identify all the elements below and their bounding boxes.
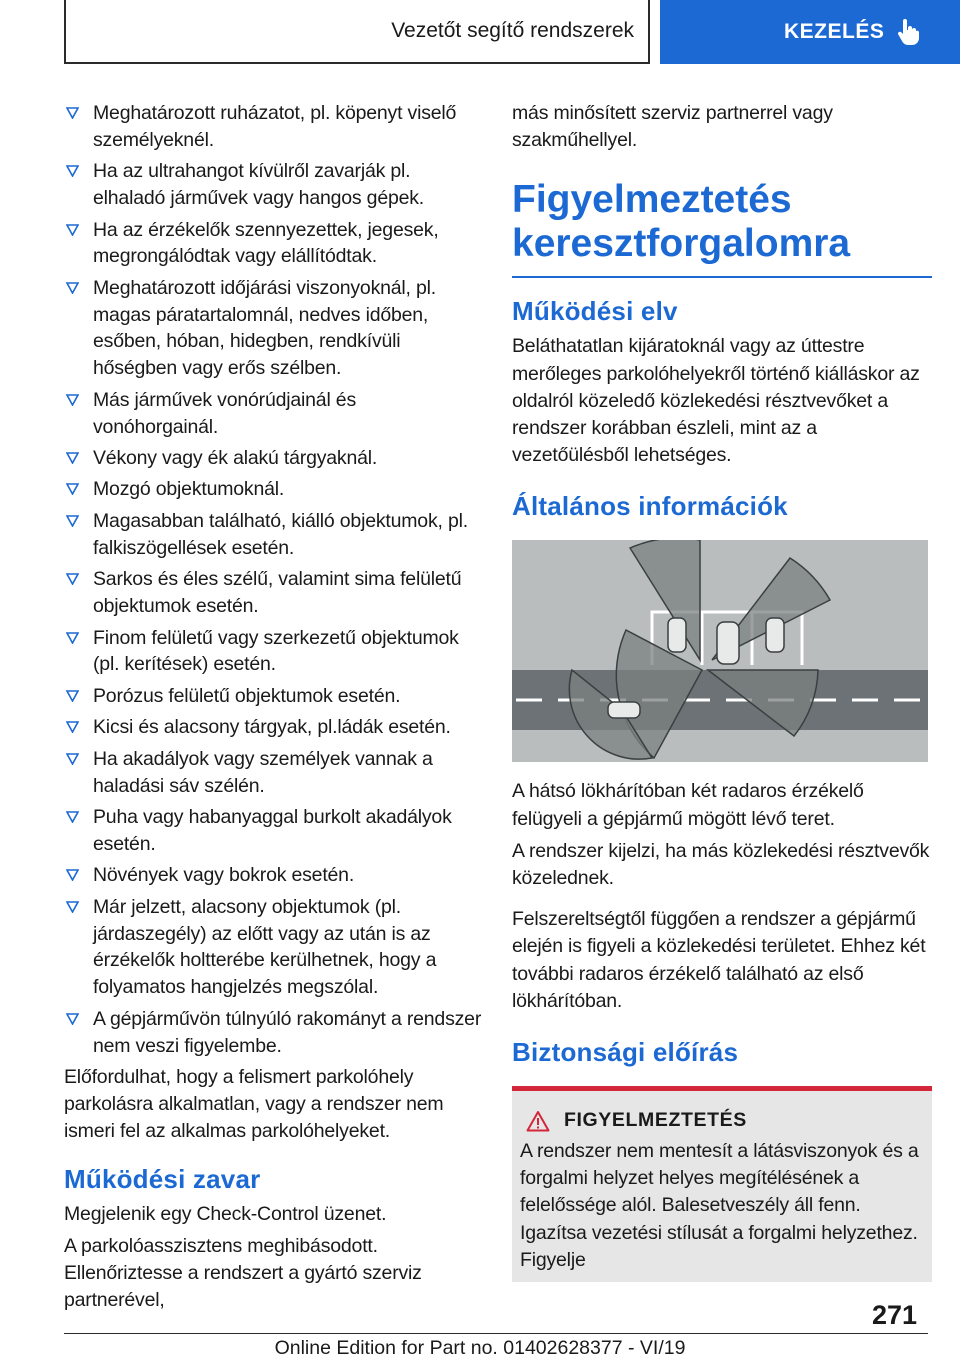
triangle-bullet-icon	[66, 901, 79, 913]
header-chapter-label: KEZELÉS	[784, 20, 885, 43]
triangle-bullet-icon	[66, 1013, 79, 1025]
list-item: Már jelzett, alacsony objektumok (pl. járdaszegély) az előtt vagy az után is az érzékelők holtterébe kerülhetnek, hogy a folyamatos hangjelzés megszólal.	[64, 894, 484, 1001]
list-item: Mozgó objektumoknál.	[64, 476, 484, 503]
parking-space-note: Előfordulhat, hogy a felismert parkolóhely parkolásra alkalmatlan, vagy a rendszer nem ismeri fel az alkalmas parkolóhelyeket.	[64, 1065, 444, 1143]
left-column	[64, 100, 484, 1319]
triangle-bullet-icon	[66, 452, 79, 464]
list-item: Más járművek vonórúdjainál és vonóhorgainál.	[64, 387, 484, 441]
header-chapter-tab[interactable]	[660, 0, 960, 64]
general-text-3: Felszereltségtől függően a rendszer a gépjármű elején is figyeli a közlekedési területet. Ehhez két további radaros érzékelő található az első lökhárítóban.	[512, 908, 926, 1012]
list-item: Növények vagy bokrok esetén.	[64, 862, 484, 889]
list-item: Finom felületű vagy szerkezetű objektumok (pl. kerítések) esetén.	[64, 625, 484, 679]
warning-title: FIGYELMEZTETÉS	[564, 1109, 747, 1132]
triangle-bullet-icon	[66, 165, 79, 177]
triangle-bullet-icon	[66, 632, 79, 644]
principle-text: Beláthatatlan kijáratoknál vagy az úttestre merőleges parkolóhelyekről történő kiálláskor az oldalról közeledő közlekedési résztvevőket a rendszer korábban észleli, mint az a vezetőülésből lehetséges.	[512, 335, 920, 467]
triangle-bullet-icon	[66, 224, 79, 236]
main-heading: Figyelmeztetés keresztforgalomra	[512, 178, 932, 278]
triangle-bullet-icon	[66, 721, 79, 733]
list-item: Meghatározott ruházatot, pl. köpenyt viselő személyeknél.	[64, 100, 484, 154]
warning-title-row	[520, 1109, 924, 1132]
list-item: Porózus felületű objektumok esetén.	[64, 683, 484, 710]
triangle-bullet-icon	[66, 483, 79, 495]
limitations-list	[64, 100, 484, 1059]
footer-edition: Online Edition for Part no. 01402628377 - VI/19	[274, 1336, 686, 1359]
header-section-title: Vezetőt segítő rendszerek	[391, 19, 634, 42]
triangle-bullet-icon	[66, 690, 79, 702]
right-column	[512, 100, 932, 1282]
warning-text: A rendszer nem mentesít a látásviszonyok és a forgalmi helyzet helyes megítélésének a felelőssége alól. Balesetveszély áll fenn. Igazítsa vezetési stílusát a forgalmi helyzethez. Figyelje	[520, 1140, 919, 1271]
list-item: Meghatározott időjárási viszonyoknál, pl. magas páratartalomnál, nedves időben, esőben, hóban, hidegben, rendkívüli hőségben vagy erős szélben.	[64, 275, 484, 382]
triangle-bullet-icon	[66, 107, 79, 119]
page-number: 271	[872, 1300, 918, 1330]
general-text-1: A hátsó lökhárítóban két radaros érzékelő felügyeli a gépjármű mögött lévő teret.	[512, 780, 864, 830]
triangle-bullet-icon	[66, 394, 79, 406]
list-item: Magasabban található, kiálló objektumok, pl. falkiszögellések esetén.	[64, 508, 484, 562]
list-item: Sarkos és éles szélű, valamint sima felületű objektumok esetén.	[64, 566, 484, 620]
general-text-2: A rendszer kijelzi, ha más közlekedési résztvevők közelednek.	[512, 839, 930, 890]
warning-triangle-icon	[526, 1110, 550, 1132]
triangle-bullet-icon	[66, 869, 79, 881]
principle-heading: Működési elv	[512, 296, 678, 327]
list-item: Ha az érzékelők szennyezettek, jegesek, megrongálódtak vagy elállítódtak.	[64, 217, 484, 271]
continuation-text: más minősített szerviz partnerrel vagy szakműhellyel.	[512, 102, 833, 152]
safety-heading: Biztonsági előírás	[512, 1037, 739, 1068]
list-item: Ha az ultrahangot kívülről zavarják pl. elhaladó járművek vagy hangos gépek.	[64, 158, 484, 212]
malfunction-text-1: Megjelenik egy Check-Control üzenet.	[64, 1202, 387, 1225]
triangle-bullet-icon	[66, 573, 79, 585]
list-item: A gépjárművön túlnyúló rakományt a rendszer nem veszi figyelembe.	[64, 1006, 484, 1060]
cross-traffic-diagram	[512, 540, 928, 762]
list-item: Kicsi és alacsony tárgyak, pl.ládák esetén.	[64, 714, 484, 741]
malfunction-heading: Működési zavar	[64, 1163, 261, 1194]
header-section-title-box	[64, 0, 650, 64]
list-item: Ha akadályok vagy személyek vannak a haladási sáv szélén.	[64, 746, 484, 800]
triangle-bullet-icon	[66, 515, 79, 527]
triangle-bullet-icon	[66, 282, 79, 294]
malfunction-text-2: A parkolóasszisztens meghibásodott. Ellenőriztesse a rendszert a gyártó szerviz partnerével,	[64, 1234, 422, 1312]
warning-box	[512, 1086, 932, 1282]
footer	[0, 1334, 960, 1362]
list-item: Vékony vagy ék alakú tárgyaknál.	[64, 445, 484, 472]
triangle-bullet-icon	[66, 811, 79, 823]
list-item: Puha vagy habanyaggal burkolt akadályok esetén.	[64, 804, 484, 858]
hand-pointer-icon	[898, 19, 920, 45]
triangle-bullet-icon	[66, 753, 79, 765]
general-info-heading: Általános információk	[512, 491, 788, 522]
